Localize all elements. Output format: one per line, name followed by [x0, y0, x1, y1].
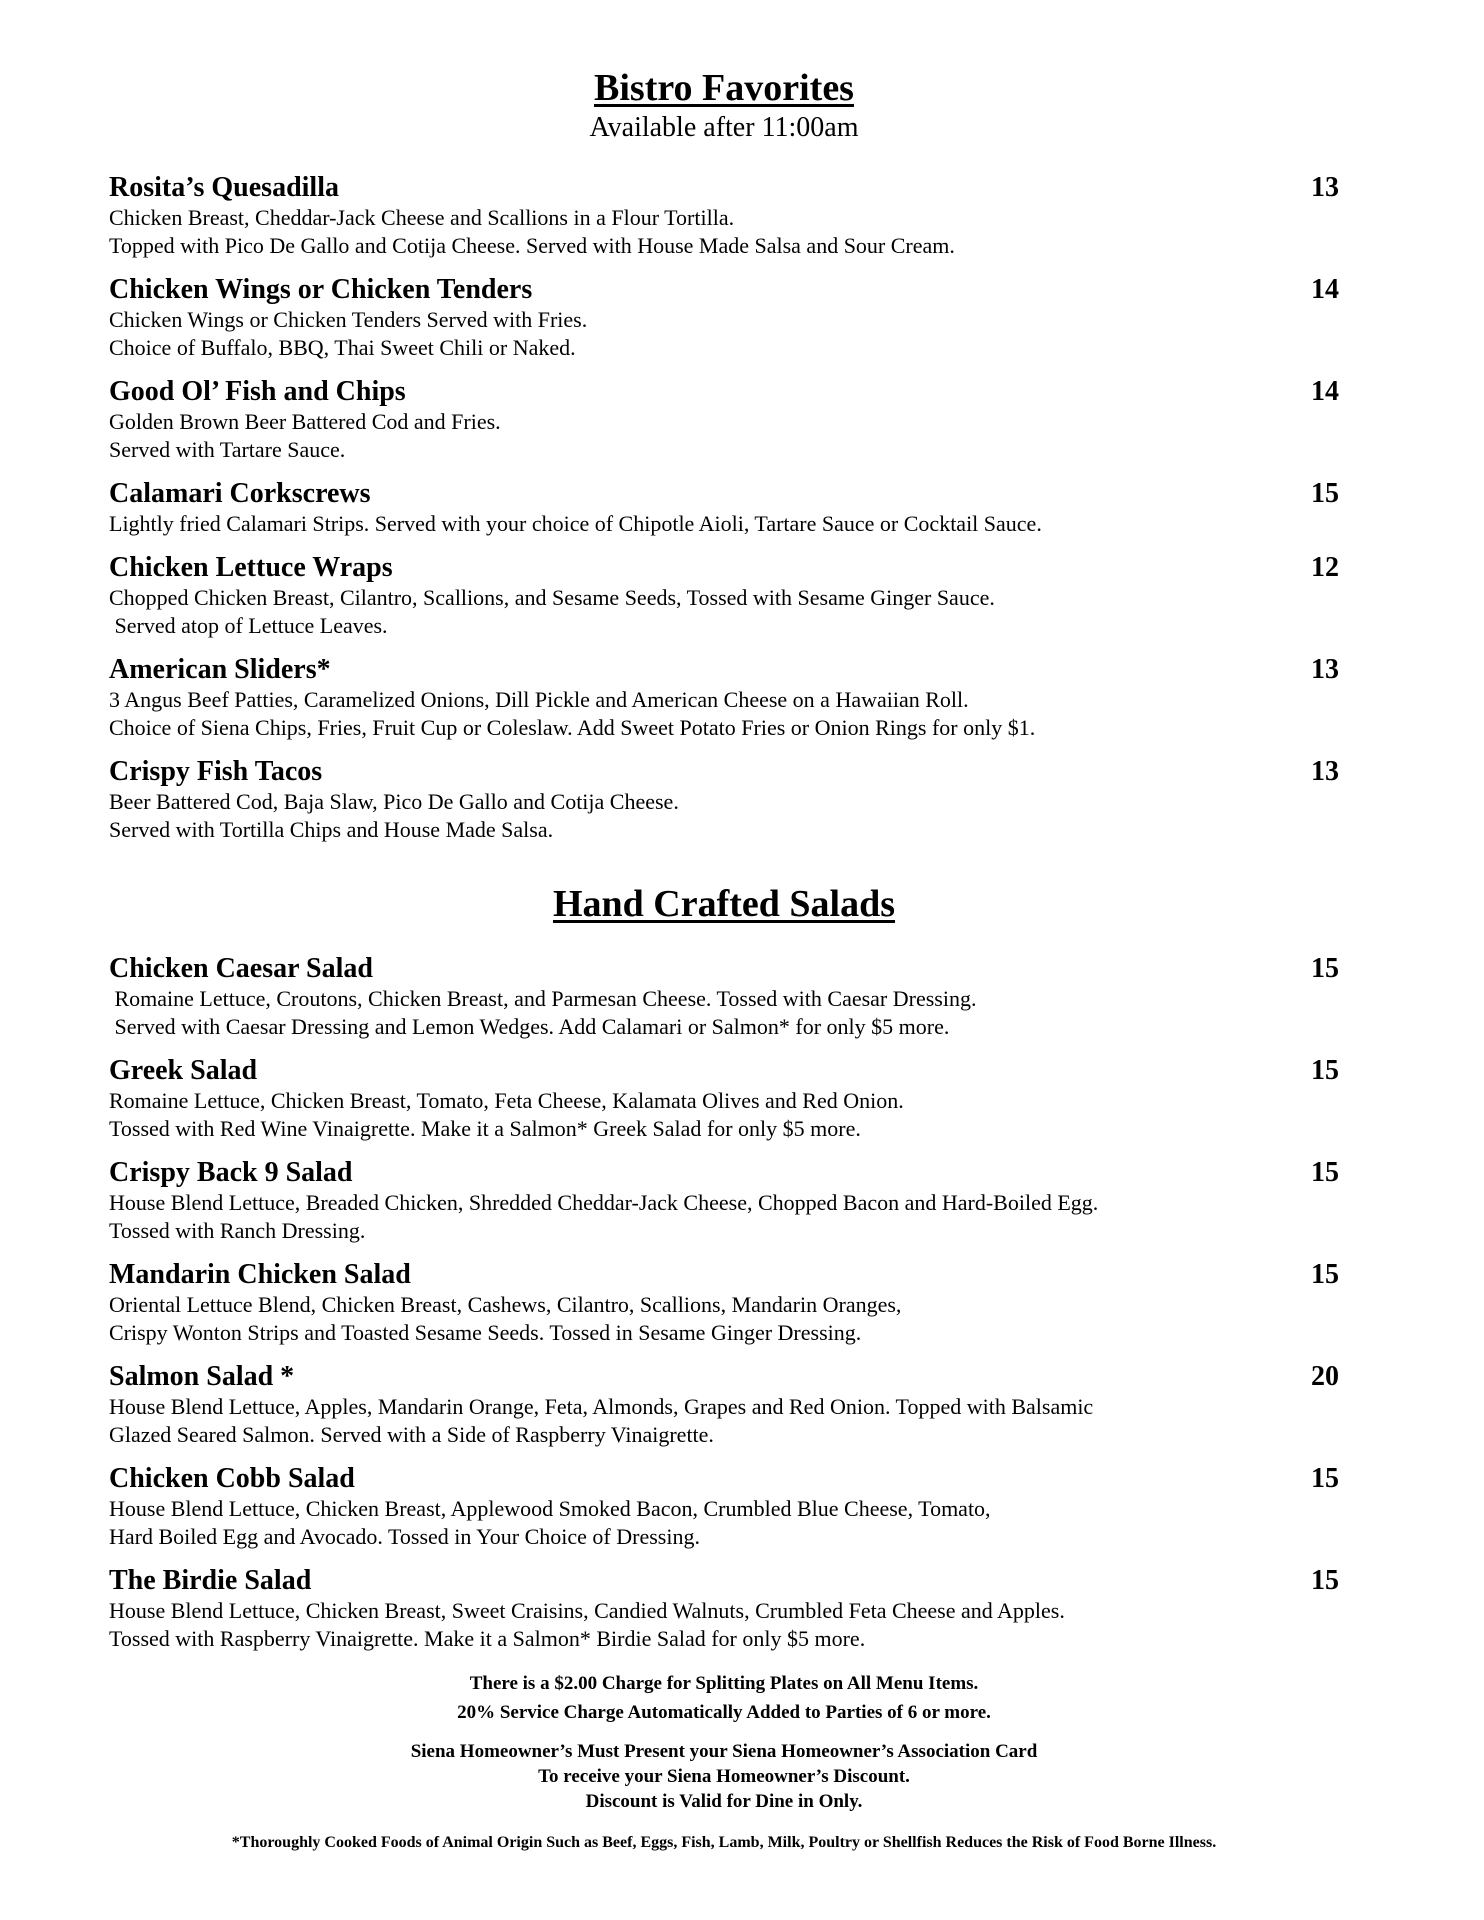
menu-item-price: 15 [1311, 1463, 1339, 1494]
bistro-availability: Available after 11:00am [589, 112, 859, 143]
menu-item-description [109, 510, 1339, 538]
description-line: Tossed with Ranch Dressing. [109, 1218, 366, 1243]
service-charge-note: 20% Service Charge Automatically Added to Parties of 6 or more. [457, 1702, 991, 1723]
menu-item-price: 15 [1311, 953, 1339, 984]
description-line: Tossed with Raspberry Vinaigrette. Make it a Salmon* Birdie Salad for only $5 more. [109, 1626, 866, 1651]
bistro-section-title: Bistro Favorites [594, 67, 854, 109]
description-line: Choice of Buffalo, BBQ, Thai Sweet Chili or Naked. [109, 335, 576, 360]
menu-item-header [109, 552, 1339, 584]
description-line: Choice of Siena Chips, Fries, Fruit Cup or Coleslaw. Add Sweet Potato Fries or Onion Rings for only $1. [109, 715, 1036, 740]
menu-item-header [109, 1565, 1339, 1597]
description-line: 3 Angus Beef Patties, Caramelized Onions, Dill Pickle and American Cheese on a Hawaiian Roll. [109, 687, 969, 712]
homeowner-card-note: Siena Homeowner’s Must Present your Siena Homeowner’s Association Card [410, 1741, 1038, 1762]
menu-item-description [109, 408, 1339, 464]
menu-item-header [109, 172, 1339, 204]
menu-item-header [109, 478, 1339, 510]
menu-item-price: 15 [1311, 478, 1339, 509]
menu-item-name: Crispy Fish Tacos [109, 756, 323, 787]
menu-item-header [109, 654, 1339, 686]
menu-item-header [109, 274, 1339, 306]
menu-item-name: Chicken Lettuce Wraps [109, 552, 393, 583]
menu-item-price: 13 [1311, 172, 1339, 203]
bistro-menu-list [109, 172, 1339, 844]
menu-item-header [109, 953, 1339, 985]
menu-item-price: 12 [1311, 552, 1339, 583]
menu-item-description [109, 584, 1339, 640]
description-line: Served with Tortilla Chips and House Made Salsa. [109, 817, 554, 842]
menu-item [109, 953, 1339, 1041]
menu-item [109, 172, 1339, 260]
salads-section-title: Hand Crafted Salads [552, 883, 896, 925]
description-line: Lightly fried Calamari Strips. Served with your choice of Chipotle Aioli, Tartare Sauce or Cocktail Sauce. [109, 511, 1042, 536]
description-line: Romaine Lettuce, Chicken Breast, Tomato, Feta Cheese, Kalamata Olives and Red Onion. [109, 1088, 904, 1113]
food-safety-footnote: *Thoroughly Cooked Foods of Animal Origin Such as Beef, Eggs, Fish, Lamb, Milk, Poultry or Shellfish Reduces the Risk of Food Borne Illness. [231, 1834, 1217, 1851]
menu-item-price: 15 [1311, 1259, 1339, 1290]
menu-item-header [109, 756, 1339, 788]
menu-item [109, 1157, 1339, 1245]
menu-item-name: Salmon Salad * [109, 1361, 295, 1392]
menu-item-description [109, 1189, 1339, 1245]
menu-item-name: Chicken Wings or Chicken Tenders [109, 274, 533, 305]
menu-item-price: 14 [1311, 376, 1339, 407]
menu-item [109, 274, 1339, 362]
menu-item [109, 1259, 1339, 1347]
menu-item-price: 13 [1311, 756, 1339, 787]
description-line: Romaine Lettuce, Croutons, Chicken Breast, and Parmesan Cheese. Tossed with Caesar Dressing. [109, 986, 977, 1011]
menu-item-header [109, 1055, 1339, 1087]
menu-item-description [109, 686, 1339, 742]
dine-in-note: Discount is Valid for Dine in Only. [585, 1791, 863, 1812]
menu-item [109, 1361, 1339, 1449]
description-line: House Blend Lettuce, Breaded Chicken, Shredded Cheddar-Jack Cheese, Chopped Bacon and Hard-Boiled Egg. [109, 1190, 1099, 1215]
description-line: Crispy Wonton Strips and Toasted Sesame Seeds. Tossed in Sesame Ginger Dressing. [109, 1320, 862, 1345]
menu-item [109, 756, 1339, 844]
menu-item-header [109, 1463, 1339, 1495]
menu-page [109, 0, 1339, 1854]
menu-item [109, 654, 1339, 742]
description-line: Glazed Seared Salmon. Served with a Side of Raspberry Vinaigrette. [109, 1422, 714, 1447]
menu-item [109, 1565, 1339, 1653]
menu-item [109, 376, 1339, 464]
description-line: House Blend Lettuce, Chicken Breast, Applewood Smoked Bacon, Crumbled Blue Cheese, Tomato, [109, 1496, 991, 1521]
menu-item-description [109, 1393, 1339, 1449]
menu-item-price: 13 [1311, 654, 1339, 685]
split-plate-note: There is a $2.00 Charge for Splitting Plates on All Menu Items. [469, 1673, 979, 1694]
description-line: Beer Battered Cod, Baja Slaw, Pico De Gallo and Cotija Cheese. [109, 789, 679, 814]
menu-item-price: 15 [1311, 1565, 1339, 1596]
homeowner-discount-note: To receive your Siena Homeowner’s Discount. [538, 1766, 910, 1787]
menu-item-description [109, 1087, 1339, 1143]
menu-item-name: Good Ol’ Fish and Chips [109, 376, 406, 407]
description-line: Topped with Pico De Gallo and Cotija Cheese. Served with House Made Salsa and Sour Cream. [109, 233, 955, 258]
menu-item-description [109, 788, 1339, 844]
menu-item-name: Greek Salad [109, 1055, 258, 1086]
description-line: Chicken Breast, Cheddar-Jack Cheese and Scallions in a Flour Tortilla. [109, 205, 735, 230]
menu-item-description [109, 1495, 1339, 1551]
description-line: Oriental Lettuce Blend, Chicken Breast, Cashews, Cilantro, Scallions, Mandarin Oranges, [109, 1292, 902, 1317]
menu-item-name: Calamari Corkscrews [109, 478, 371, 509]
menu-item-description [109, 306, 1339, 362]
menu-item-header [109, 376, 1339, 408]
description-line: Golden Brown Beer Battered Cod and Fries. [109, 409, 501, 434]
menu-item-name: Crispy Back 9 Salad [109, 1157, 353, 1188]
description-line: House Blend Lettuce, Chicken Breast, Sweet Craisins, Candied Walnuts, Crumbled Feta Cheese and Apples. [109, 1598, 1065, 1623]
charges-notes [109, 1669, 1339, 1727]
description-line: House Blend Lettuce, Apples, Mandarin Orange, Feta, Almonds, Grapes and Red Onion. Topped with Balsamic [109, 1394, 1094, 1419]
menu-item-header [109, 1361, 1339, 1393]
menu-item-description [109, 204, 1339, 260]
menu-item-header [109, 1259, 1339, 1291]
salads-menu-list [109, 953, 1339, 1653]
menu-item-description [109, 1291, 1339, 1347]
menu-item [109, 1055, 1339, 1143]
description-line: Chicken Wings or Chicken Tenders Served with Fries. [109, 307, 588, 332]
menu-item-name: Rosita’s Quesadilla [109, 172, 339, 203]
menu-item-name: The Birdie Salad [109, 1565, 312, 1596]
menu-item-name: Chicken Cobb Salad [109, 1463, 355, 1494]
menu-item-name: American Sliders* [109, 654, 331, 685]
description-line: Served with Tartare Sauce. [109, 437, 346, 462]
menu-item-price: 15 [1311, 1055, 1339, 1086]
description-line: Served atop of Lettuce Leaves. [109, 613, 388, 638]
menu-item [109, 1463, 1339, 1551]
menu-item [109, 478, 1339, 538]
menu-item-price: 20 [1311, 1361, 1339, 1392]
menu-item-description [109, 985, 1339, 1041]
description-line: Chopped Chicken Breast, Cilantro, Scallions, and Sesame Seeds, Tossed with Sesame Ginger Sauce. [109, 585, 995, 610]
menu-item-name: Mandarin Chicken Salad [109, 1259, 411, 1290]
menu-item [109, 552, 1339, 640]
menu-item-description [109, 1597, 1339, 1653]
description-line: Tossed with Red Wine Vinaigrette. Make it a Salmon* Greek Salad for only $5 more. [109, 1116, 861, 1141]
description-line: Hard Boiled Egg and Avocado. Tossed in Your Choice of Dressing. [109, 1524, 700, 1549]
menu-item-price: 14 [1311, 274, 1339, 305]
homeowner-notes [109, 1739, 1339, 1814]
description-line: Served with Caesar Dressing and Lemon Wedges. Add Calamari or Salmon* for only $5 more. [109, 1014, 950, 1039]
menu-item-name: Chicken Caesar Salad [109, 953, 373, 984]
menu-item-price: 15 [1311, 1157, 1339, 1188]
menu-item-header [109, 1157, 1339, 1189]
